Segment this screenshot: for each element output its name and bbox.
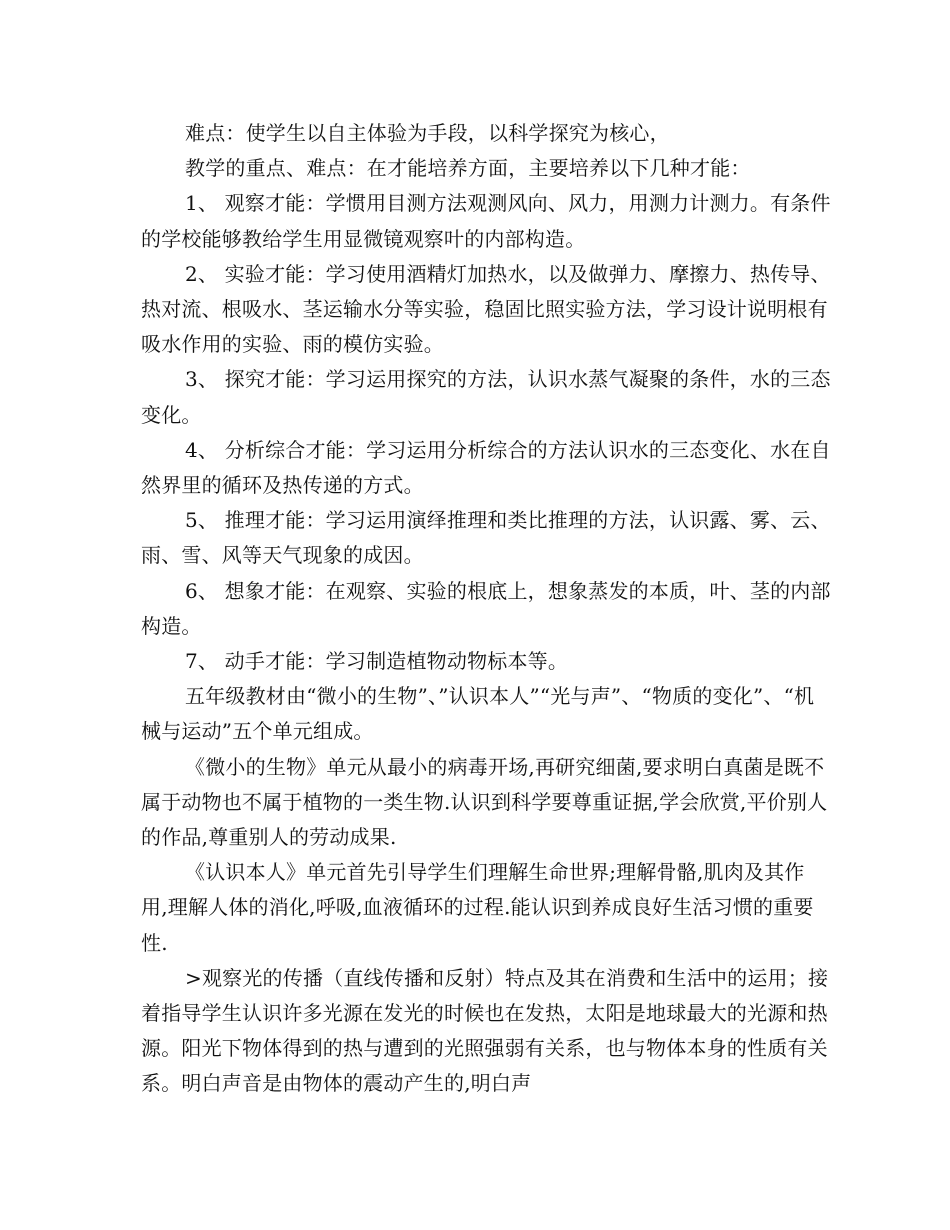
document-body xyxy=(141,116,831,1102)
paragraph-difficulty: 难点：使学生以自主体验为手段，以科学探究为核心， xyxy=(185,121,670,145)
paragraph-hands-on-ability: 7、 动手才能：学习制造植物动物标本等。 xyxy=(185,649,569,674)
paragraph-imagination-ability: 6、 想象才能：在观察、实验的根底上，想象蒸发的本质，叶、茎的内部构造。 xyxy=(141,578,831,638)
paragraph-reasoning-ability: 5、 推理才能：学习运用演绎推理和类比推理的方法，认识露、雾、云、雨、雪、风等天气现象的成因。 xyxy=(141,508,831,568)
paragraph-tiny-organisms-unit: 《微小的生物》单元从最小的病毒开场,再研究细菌,要求明白真菌是既不属于动物也不属于植物的一类生物.认识到科学要尊重证据,学会欣赏,平价别人的作品,尊重别人的劳动成果. xyxy=(141,754,828,850)
paragraph-light-and-sound: >观察光的传播（直线传播和反射）特点及其在消费和生活中的运用；接着指导学生认识许多光源在发光的时候也在发热，太阳是地球最大的光源和热源。阳光下物体得到的热与遭到的光照强弱有关系，也与物体本身的性质有关系。明白声音是由物体的震动产生的,明白声 xyxy=(141,965,829,1096)
paragraph-know-yourself-unit: 《认识本人》单元首先引导学生们理解生命世界;理解骨骼,肌肉及其作用,理解人体的消化,呼吸,血液循环的过程.能认识到养成良好生活习惯的重要性. xyxy=(141,860,814,955)
paragraph-inquiry-ability: 3、 探究才能：学习运用探究的方法，认识水蒸气凝聚的条件，水的三态变化。 xyxy=(141,367,831,427)
paragraph-experiment-ability: 2、 实验才能：学习使用酒精灯加热水，以及做弹力、摩擦力、热传导、热对流、根吸水、茎运输水分等实验，稳固比照实验方法，学习设计说明根有吸水作用的实验、雨的模仿实验。 xyxy=(141,261,831,357)
paragraph-observation-ability: 1、 观察才能：学惯用目测方法观测风向、风力，用测力计测力。有条件的学校能够教给学生用显微镜观察叶的内部构造。 xyxy=(141,191,831,251)
paragraph-analysis-ability: 4、 分析综合才能：学习运用分析综合的方法认识水的三态变化、水在自然界里的循环及热传递的方式。 xyxy=(141,437,831,498)
paragraph-grade-five-units: 五年级教材由“微小的生物”、”认识本人”“光与声”、“物质的变化”、“机械与运动”五个单元组成。 xyxy=(141,684,815,744)
paragraph-key-points: 教学的重点、难点：在才能培养方面，主要培养以下几种才能： xyxy=(185,156,751,181)
